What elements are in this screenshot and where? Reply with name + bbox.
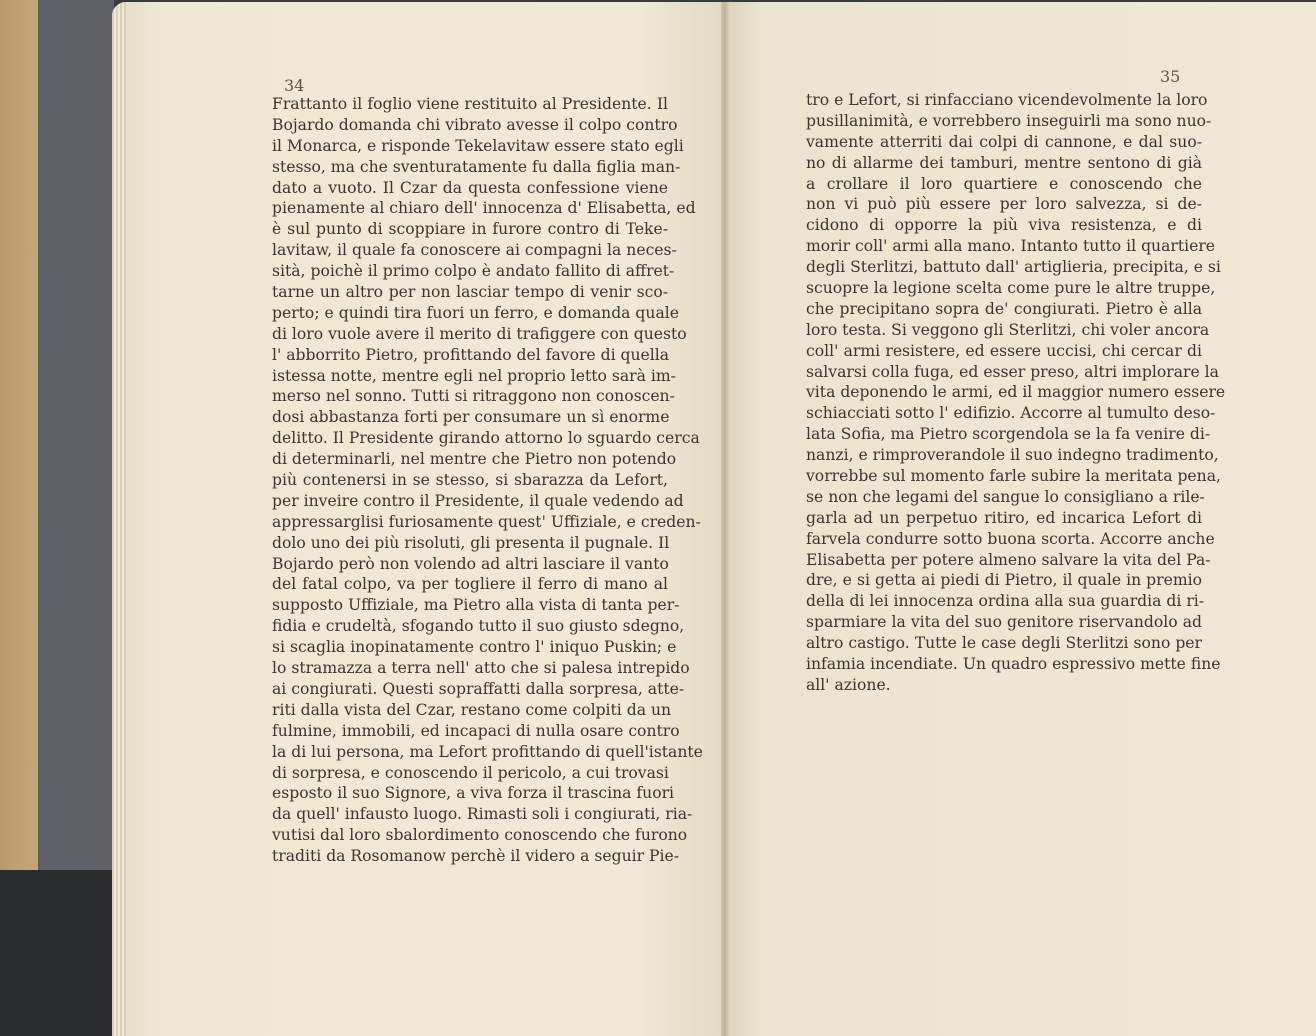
background-slate-board — [38, 0, 114, 870]
text-line: dre, e si getta ai piedi di Pietro, il quale in premio — [806, 571, 1202, 590]
text-line: sità, poichè il primo colpo è andato fallito di affret- — [272, 262, 675, 281]
text-line: stesso, ma che sventuratamente fu dalla figlia man- — [272, 157, 681, 176]
text-line: la di lui persona, ma Lefort profittando di quell'istante — [272, 742, 703, 761]
text-line: tarne un altro per non lasciar tempo di venir sco- — [272, 283, 668, 302]
text-line: merso nel sonno. Tutti si ritraggono non conoscen- — [272, 387, 675, 406]
text-line: Elisabetta per potere almeno salvare la vita del Pa- — [806, 550, 1211, 569]
text-line: supposto Uffiziale, ma Pietro alla vista di tanta per- — [272, 596, 680, 615]
text-line: da quell' infausto luogo. Rimasti soli i congiurati, ria- — [272, 805, 693, 824]
text-line: dato a vuoto. Il Czar da questa confessione viene — [272, 178, 668, 197]
text-line: all' azione. — [806, 675, 891, 694]
text-line: vamente atterriti dai colpi di cannone, e dal suo- — [806, 132, 1202, 151]
text-line: di sorpresa, e conoscendo il pericolo, a cui trovasi — [272, 763, 669, 782]
text-line: l' abborrito Pietro, profittando del favore di quella — [272, 345, 670, 364]
text-line: delitto. Il Presidente girando attorno lo sguardo cerca — [272, 429, 700, 448]
text-line: fidia e crudeltà, sfogando tutto il suo giusto sdegno, — [272, 617, 685, 636]
text-line: loro testa. Si veggono gli Sterlitzi, chi voler ancora — [806, 320, 1210, 339]
text-line: Bojardo domanda chi vibrato avesse il colpo contro — [272, 115, 678, 134]
text-line: del fatal colpo, va per togliere il ferro di mano al — [272, 575, 668, 594]
text-line: vorrebbe sul momento farle subire la meritata pena, — [806, 467, 1221, 486]
text-line: pusillanimità, e vorrebbero inseguirli ma sono nuo- — [806, 111, 1212, 130]
text-line: cidono di opporre la più viva resistenza, e di — [806, 216, 1202, 235]
background-dark-surface — [0, 870, 120, 1036]
text-line: se non che legami del sangue lo consigliano a rile- — [806, 487, 1205, 506]
text-line: morir coll' armi alla mano. Intanto tutto il quartiere — [806, 237, 1216, 256]
text-line: appressarglisi furiosamente quest' Uffiziale, e creden- — [272, 512, 701, 531]
text-line: nanzi, e rimproverandole il suo indegno tradimento, — [806, 446, 1219, 465]
text-line: si scaglia inopinatamente contro l' iniquo Puskin; e — [272, 638, 677, 657]
text-line: di loro vuole avere il merito di trafiggere con questo — [272, 324, 687, 343]
text-line: lo stramazza a terra nell' atto che si palesa intrepido — [272, 659, 690, 678]
text-line: coll' armi resistere, ed essere uccisi, chi cercar di — [806, 341, 1202, 360]
left-page-number: 34 — [284, 76, 305, 95]
text-line: lavitaw, il quale fa conoscere ai compagni la neces- — [272, 241, 677, 260]
right-page-text — [806, 90, 1226, 696]
text-line: traditi da Rosomanow perchè il videro a seguir Pie- — [272, 847, 680, 866]
text-line: tro e Lefort, si rinfacciano vicendevolmente la loro — [806, 91, 1208, 109]
text-line: di determinarli, nel mentre che Pietro non potendo — [272, 450, 677, 469]
page-edges — [112, 2, 126, 1036]
text-line: per inveire contro il Presidente, il quale vedendo ad — [272, 491, 684, 510]
text-line: che precipitano sopra de' congiurati. Pietro è alla — [806, 299, 1202, 318]
text-line: salvarsi colla fuga, ed esser preso, altri implorare la — [806, 362, 1219, 381]
text-line: dolo uno dei più risoluti, gli presenta il pugnale. Il — [272, 533, 670, 552]
text-line: il Monarca, e risponde Tekelavitaw essere stato egli — [272, 136, 684, 155]
text-line: perto; e quindi tira fuori un ferro, e domanda quale — [272, 303, 679, 322]
text-line: riti dalla vista del Czar, restano come colpiti da un — [272, 700, 672, 719]
text-line: fulmine, immobili, ed incapaci di nulla osare contro — [272, 721, 680, 740]
book-gutter — [721, 2, 729, 1036]
text-line: lata Sofia, ma Pietro scorgendola se la fa venire di- — [806, 425, 1211, 444]
text-line: esposto il suo Signore, a viva forza il trascina fuori — [272, 784, 675, 803]
text-line: pienamente al chiaro dell' innocenza d' Elisabetta, ed — [272, 199, 696, 218]
text-line: istessa notte, mentre egli nel proprio letto sarà im- — [272, 366, 676, 385]
text-line: infamia incendiate. Un quadro espressivo mette fine — [806, 655, 1221, 674]
text-line: non vi può più essere per loro salvezza, si de- — [806, 195, 1202, 214]
text-line: ai congiurati. Questi sopraffatti dalla sorpresa, atte- — [272, 679, 685, 698]
text-line: farvela condurre sotto buona scorta. Accorre anche — [806, 529, 1215, 548]
text-line: vutisi dal loro sbalordimento conoscendo che furono — [272, 826, 688, 845]
text-line: scuopre la legione scelta come pure le altre truppe, — [806, 279, 1216, 298]
text-line: schiacciati sotto l' edifizio. Accorre al tumulto deso- — [806, 404, 1216, 423]
text-line: più contenersi in se stesso, si sbarazza da Lefort, — [272, 471, 668, 490]
text-line: vita deponendo le armi, ed il maggior numero essere — [806, 383, 1226, 402]
text-line: Frattanto il foglio viene restituito al Presidente. Il — [272, 95, 668, 113]
text-line: sparmiare la vita del suo genitore riservandolo ad — [806, 613, 1202, 632]
right-page-number: 35 — [1160, 67, 1181, 86]
text-line: della di lei innocenza ordina alla sua guardia di ri- — [806, 592, 1205, 611]
left-page-text — [272, 94, 703, 867]
text-line: è sul punto di scoppiare in furore contro di Teke- — [272, 220, 668, 239]
text-line: garla ad un perpetuo ritiro, ed incarica Lefort di — [806, 508, 1202, 527]
text-line: dosi abbastanza forti per consumare un sì enorme — [272, 408, 670, 427]
text-line: degli Sterlitzi, battuto dall' artiglieria, precipita, e si — [806, 258, 1221, 277]
text-line: no di allarme dei tamburi, mentre sentono di già — [806, 153, 1202, 172]
text-line: a crollare il loro quartiere e conoscendo che — [806, 174, 1202, 193]
text-line: Bojardo però non volendo ad altri lasciare il vanto — [272, 554, 669, 573]
text-line: altro castigo. Tutte le case degli Sterlitzi sono per — [806, 634, 1202, 653]
